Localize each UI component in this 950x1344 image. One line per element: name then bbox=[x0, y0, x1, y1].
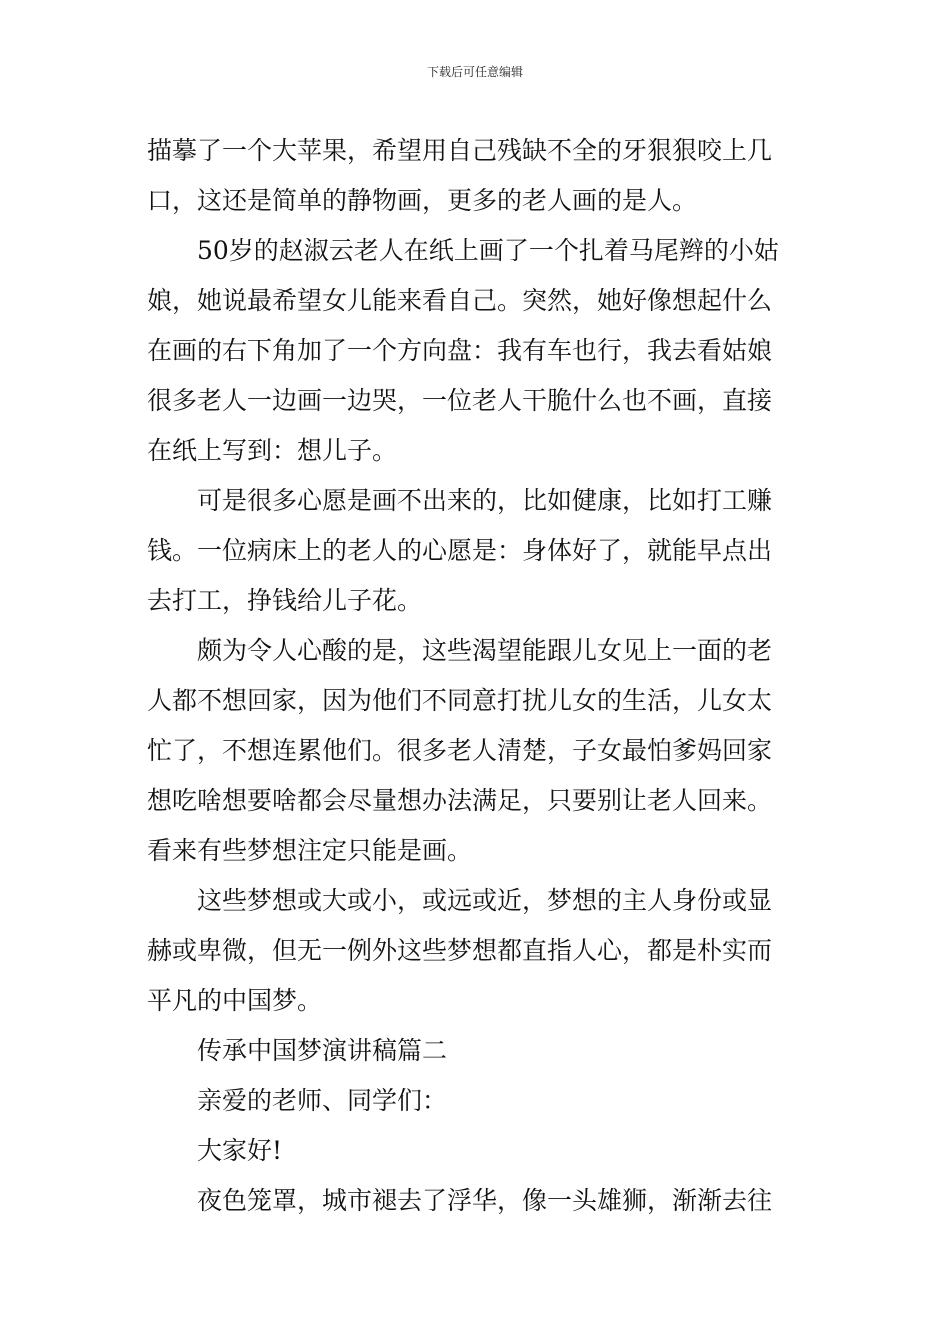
section-heading: 传承中国梦演讲稿篇二 bbox=[197, 1036, 448, 1065]
greeting-line: 大家好! bbox=[197, 1136, 283, 1165]
text-line: 在纸上写到：想儿子。 bbox=[147, 436, 398, 465]
text-line: 钱。一位病床上的老人的心愿是：身体好了，就能早点出 bbox=[147, 536, 773, 565]
text-line: 颇为令人心酸的是，这些渴望能跟儿女见上一面的老 bbox=[197, 636, 773, 665]
salutation-line: 亲爱的老师、同学们： bbox=[197, 1086, 448, 1115]
text-line: 忙了，不想连累他们。很多老人清楚，子女最怕爹妈回家 bbox=[147, 736, 773, 765]
text-line: 去打工，挣钱给儿子花。 bbox=[147, 586, 423, 615]
text-line: 口，这还是简单的静物画，更多的老人画的是人。 bbox=[147, 186, 698, 215]
page-header: 下载后可任意编辑 bbox=[426, 65, 523, 79]
text-line: 可是很多心愿是画不出来的，比如健康，比如打工赚 bbox=[197, 486, 773, 515]
text-line: 娘，她说最希望女儿能来看自己。突然，她好像想起什么 bbox=[147, 286, 773, 315]
text-line: 很多老人一边画一边哭，一位老人干脆什么也不画，直接 bbox=[147, 386, 773, 415]
text-line: 这些梦想或大或小，或远或近，梦想的主人身份或显 bbox=[197, 886, 773, 915]
text-line: 人都不想回家，因为他们不同意打扰儿女的生活，儿女太 bbox=[147, 686, 773, 715]
text-line: 50岁的赵淑云老人在纸上画了一个扎着马尾辫的小姑 bbox=[197, 236, 779, 265]
text-line: 夜色笼罩，城市褪去了浮华，像一头雄狮，渐渐去往 bbox=[197, 1186, 773, 1215]
text-line: 想吃啥想要啥都会尽量想办法满足，只要别让老人回来。 bbox=[147, 786, 773, 815]
document-body bbox=[147, 126, 809, 1226]
text-line: 平凡的中国梦。 bbox=[147, 986, 323, 1015]
text-line: 描摹了一个大苹果，希望用自己残缺不全的牙狠狠咬上几 bbox=[147, 136, 773, 165]
text-line: 在画的右下角加了一个方向盘：我有车也行，我去看姑娘 bbox=[147, 336, 773, 365]
text-line: 赫或卑微，但无一例外这些梦想都直指人心，都是朴实而 bbox=[147, 936, 773, 965]
text-line: 看来有些梦想注定只能是画。 bbox=[147, 836, 473, 865]
